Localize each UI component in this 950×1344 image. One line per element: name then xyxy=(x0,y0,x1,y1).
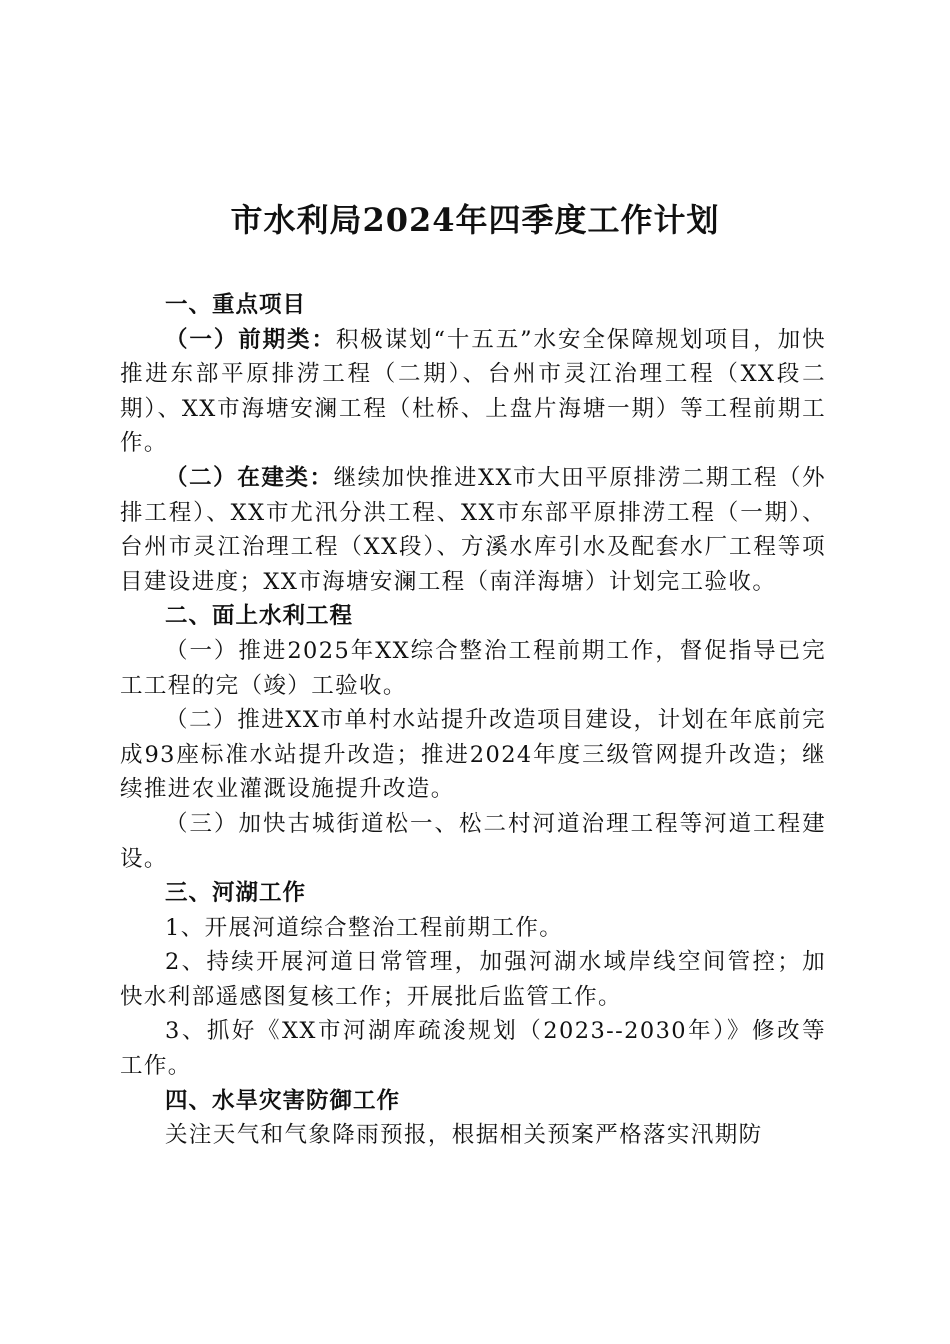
paragraph xyxy=(120,323,826,461)
paragraph-lead: （二）在建类： xyxy=(165,464,334,491)
paragraph: 关注天气和气象降雨预报，根据相关预案严格落实汛期防 xyxy=(165,1122,763,1149)
section-heading: 一、重点项目 xyxy=(165,292,307,318)
paragraph-text: 继续加快推进XX市大田平原排涝二期工程（外排工程）、XX市尤汛分洪工程、XX市东部平原排涝工程（一期）、台州市灵江治理工程（XX段）、方溪水库引水及配套水厂工程等项目建设进度；XX市海塘安澜工程（南洋海塘）计划完工验收。 xyxy=(120,464,827,595)
paragraph: 1、开展河道综合整治工程前期工作。 xyxy=(165,914,564,941)
paragraph-text: 积极谋划“十五五”水安全保障规划项目，加快推进东部平原排涝工程（二期）、台州市灵江治理工程（XX段二期）、XX市海塘安澜工程（杜桥、上盘片海塘一期）等工程前期工作。 xyxy=(120,326,826,457)
document-title: 市水利局2024年四季度工作计划 xyxy=(230,201,720,239)
section-heading: 三、河湖工作 xyxy=(165,880,307,907)
paragraph: （二）推进XX市单村水站提升改造项目建设，计划在年底前完成93座标准水站提升改造；推进2024年度三级管网提升改造；继续推进农业灌溉设施提升改造。 xyxy=(120,707,826,803)
paragraph: 3、抓好《XX市河湖库疏浚规划（2023--2030年）》修改等工作。 xyxy=(120,1018,826,1080)
section-heading: 四、水旱灾害防御工作 xyxy=(165,1087,401,1114)
paragraph: （一）推进2025年XX综合整治工程前期工作，督促指导已完工工程的完（竣）工验收。 xyxy=(120,637,826,699)
document-body xyxy=(120,288,826,1153)
paragraph-lead: （一）前期类： xyxy=(165,326,336,353)
paragraph: （三）加快古城街道松一、松二村河道治理工程等河道工程建设。 xyxy=(120,810,826,872)
paragraph xyxy=(120,461,826,599)
section-heading: 二、面上水利工程 xyxy=(165,603,354,630)
paragraph: 2、持续开展河道日常管理，加强河湖水域岸线空间管控；加快水利部遥感图复核工作；开展批后监管工作。 xyxy=(120,949,826,1010)
